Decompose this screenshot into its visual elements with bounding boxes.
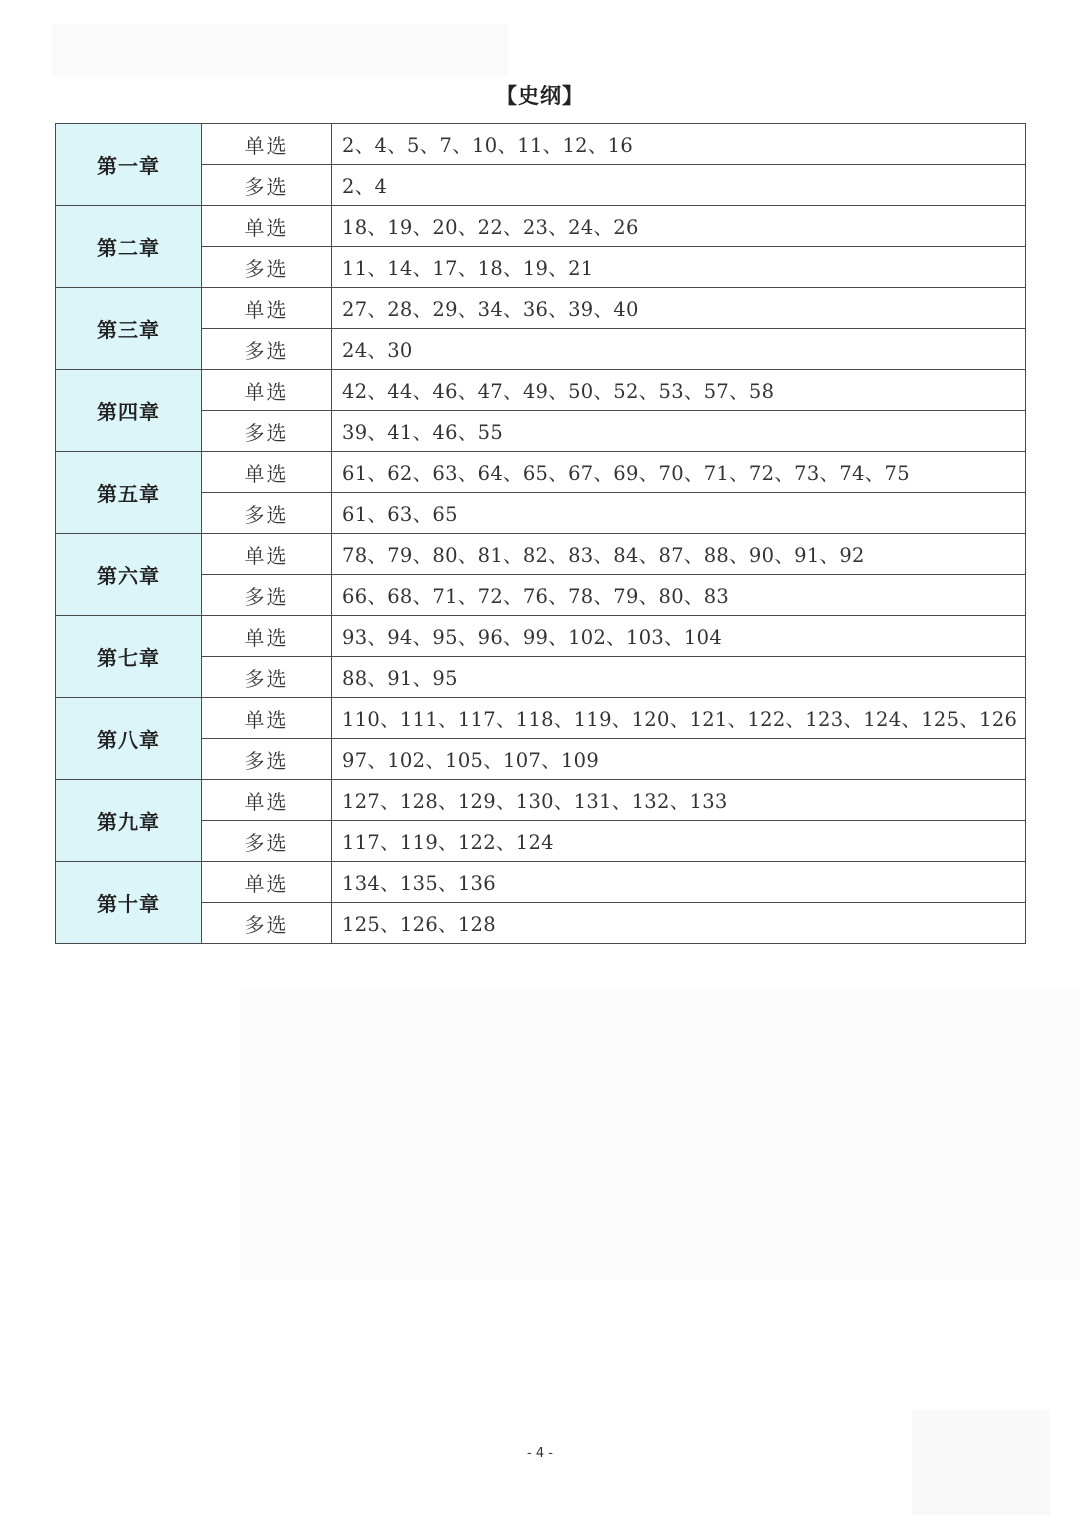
chapter-cell: 第二章 [56,206,202,288]
multi-choice-numbers: 97、102、105、107、109 [332,739,1026,780]
faded-corner-area [912,1410,1050,1515]
single-choice-numbers: 78、79、80、81、82、83、84、87、88、90、91、92 [332,534,1026,575]
table-row [56,370,1026,411]
single-choice-label: 单选 [202,780,332,821]
multi-choice-label: 多选 [202,493,332,534]
multi-choice-numbers: 61、63、65 [332,493,1026,534]
table-row [56,165,1026,206]
table-row [56,534,1026,575]
chapter-cell: 第六章 [56,534,202,616]
single-choice-numbers: 27、28、29、34、36、39、40 [332,288,1026,329]
chapter-cell: 第一章 [56,124,202,206]
single-choice-label: 单选 [202,862,332,903]
multi-choice-label: 多选 [202,247,332,288]
table-row [56,411,1026,452]
multi-choice-numbers: 2、4 [332,165,1026,206]
multi-choice-numbers: 39、41、46、55 [332,411,1026,452]
chapter-cell: 第七章 [56,616,202,698]
table-row [56,288,1026,329]
multi-choice-label: 多选 [202,657,332,698]
single-choice-numbers: 18、19、20、22、23、24、26 [332,206,1026,247]
single-choice-label: 单选 [202,698,332,739]
table-row [56,657,1026,698]
table-row [56,780,1026,821]
faded-header-area [52,24,508,76]
table-row [56,452,1026,493]
multi-choice-numbers: 24、30 [332,329,1026,370]
multi-choice-label: 多选 [202,903,332,944]
single-choice-label: 单选 [202,616,332,657]
single-choice-numbers: 93、94、95、96、99、102、103、104 [332,616,1026,657]
single-choice-numbers: 42、44、46、47、49、50、52、53、57、58 [332,370,1026,411]
multi-choice-numbers: 11、14、17、18、19、21 [332,247,1026,288]
page-number: - 4 - [527,1446,553,1461]
page-title: 【史纲】 [496,84,584,108]
chapter-cell: 第九章 [56,780,202,862]
single-choice-numbers: 110、111、117、118、119、120、121、122、123、124、125、126 [332,698,1026,739]
chapter-cell: 第四章 [56,370,202,452]
multi-choice-label: 多选 [202,821,332,862]
multi-choice-label: 多选 [202,329,332,370]
multi-choice-numbers: 117、119、122、124 [332,821,1026,862]
chapter-cell: 第三章 [56,288,202,370]
single-choice-label: 单选 [202,452,332,493]
table-row [56,821,1026,862]
multi-choice-label: 多选 [202,165,332,206]
table-row [56,493,1026,534]
table-row [56,247,1026,288]
single-choice-label: 单选 [202,206,332,247]
multi-choice-numbers: 125、126、128 [332,903,1026,944]
single-choice-label: 单选 [202,534,332,575]
table-row [56,329,1026,370]
table-row [56,698,1026,739]
multi-choice-label: 多选 [202,739,332,780]
table-row [56,903,1026,944]
chapter-cell: 第八章 [56,698,202,780]
single-choice-numbers: 2、4、5、7、10、11、12、16 [332,124,1026,165]
table-row [56,739,1026,780]
faded-watermark-area [240,990,1080,1280]
answer-table-body [56,124,1026,944]
single-choice-numbers: 127、128、129、130、131、132、133 [332,780,1026,821]
multi-choice-numbers: 88、91、95 [332,657,1026,698]
chapter-cell: 第十章 [56,862,202,944]
single-choice-numbers: 61、62、63、64、65、67、69、70、71、72、73、74、75 [332,452,1026,493]
table-row [56,124,1026,165]
single-choice-label: 单选 [202,288,332,329]
answer-table [55,123,1026,944]
multi-choice-label: 多选 [202,575,332,616]
single-choice-label: 单选 [202,124,332,165]
multi-choice-numbers: 66、68、71、72、76、78、79、80、83 [332,575,1026,616]
multi-choice-label: 多选 [202,411,332,452]
table-row [56,575,1026,616]
table-row [56,862,1026,903]
single-choice-label: 单选 [202,370,332,411]
chapter-cell: 第五章 [56,452,202,534]
single-choice-numbers: 134、135、136 [332,862,1026,903]
table-row [56,206,1026,247]
table-row [56,616,1026,657]
